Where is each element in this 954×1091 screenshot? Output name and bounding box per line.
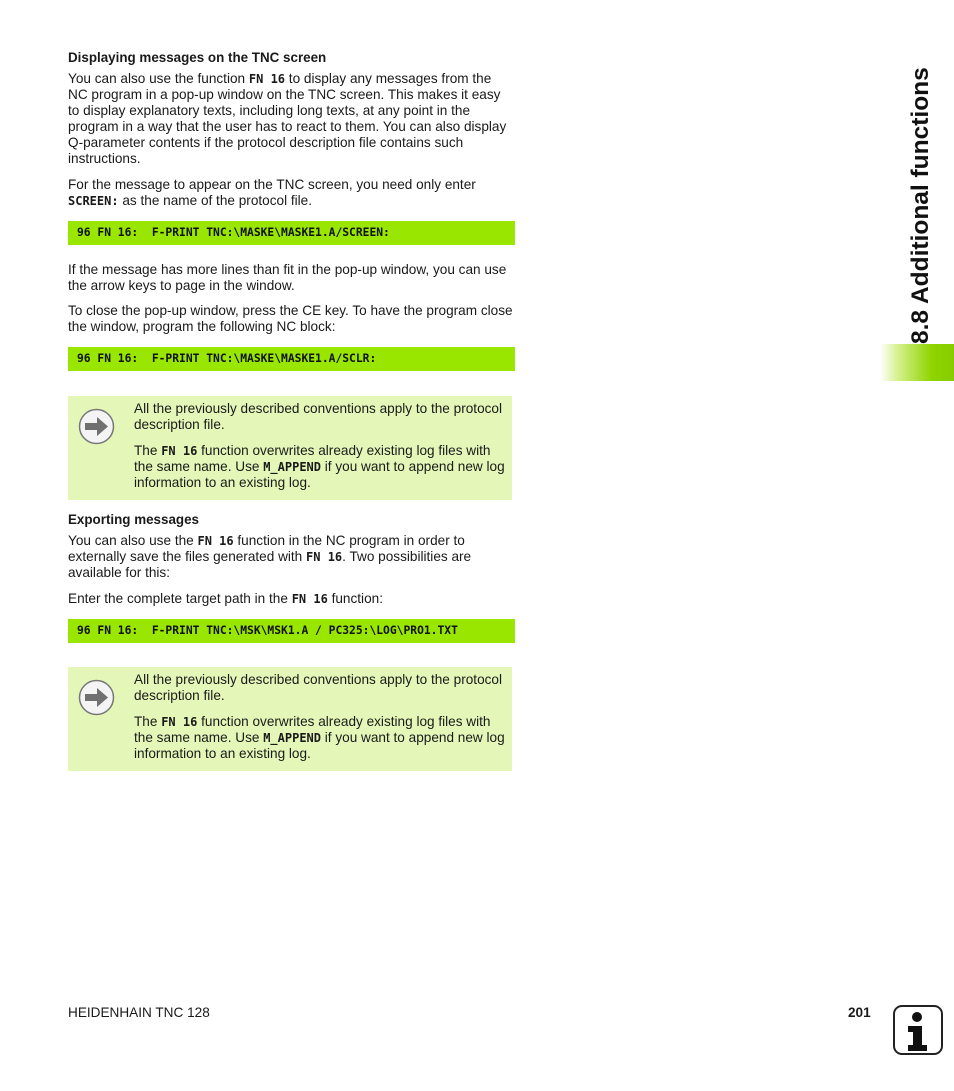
note-2-line1: All the previously described conventions apply to the protocol description file. — [134, 672, 503, 703]
section-heading-exporting-messages: Exporting messages — [68, 512, 199, 527]
paragraph-screen-protocol: For the message to appear on the TNC screen, you need only enter SCREEN: as the name of the protocol file. — [68, 177, 476, 208]
note-box-1 — [68, 396, 512, 500]
inline-code-screen: SCREEN: — [68, 194, 119, 208]
note-1-line2: The FN 16 function overwrites already existing log files with the same name. Use M_APPEND if you want to append new log information to an existing log. — [134, 443, 505, 490]
paragraph-close-window: To close the pop-up window, press the CE key. To have the program close the window, program the following NC block: — [68, 303, 513, 334]
arrow-right-icon — [78, 408, 115, 445]
footer-page-number: 201 — [848, 1005, 871, 1020]
note-2-line2: The FN 16 function overwrites already existing log files with the same name. Use M_APPEND if you want to append new log information to an existing log. — [134, 714, 505, 761]
code-block-sclr: 96 FN 16: F-PRINT TNC:\MASKE\MASKE1.A/SCLR: — [68, 347, 515, 371]
code-block-screen: 96 FN 16: F-PRINT TNC:\MASKE\MASKE1.A/SCREEN: — [68, 221, 515, 245]
paragraph-display-messages-intro: You can also use the function FN 16 to display any messages from the NC program in a pop-up window on the TNC screen. This makes it easy to display explanatory texts, including long texts, at any point in the program in a way that the user has to react to them. You can also display Q-parameter contents if the protocol description file contains such instructions. — [68, 71, 507, 166]
arrow-right-icon — [78, 679, 115, 716]
paragraph-arrow-keys: If the message has more lines than fit in the pop-up window, you can use the arrow keys to page in the window. — [68, 262, 507, 293]
inline-code-fn16: FN 16 — [248, 72, 286, 86]
paragraph-target-path: Enter the complete target path in the FN 16 function: — [68, 591, 383, 606]
note-1-text — [134, 401, 506, 501]
note-1-line1: All the previously described conventions apply to the protocol description file. — [134, 401, 503, 432]
footer-product-name: HEIDENHAIN TNC 128 — [68, 1005, 210, 1020]
info-icon — [893, 1005, 943, 1055]
section-heading-display-messages: Displaying messages on the TNC screen — [68, 50, 327, 65]
note-box-2 — [68, 667, 512, 771]
note-2-text — [134, 672, 506, 772]
side-chapter-title: 8.8 Additional functions — [907, 67, 934, 344]
paragraph-exporting-intro: You can also use the FN 16 function in the NC program in order to externally save the files generated with FN 16. Two possibilities are available for this: — [68, 533, 472, 580]
side-chapter-tab — [880, 344, 954, 381]
code-block-export-path: 96 FN 16: F-PRINT TNC:\MSK\MSK1.A / PC325:\LOG\PRO1.TXT — [68, 619, 515, 643]
